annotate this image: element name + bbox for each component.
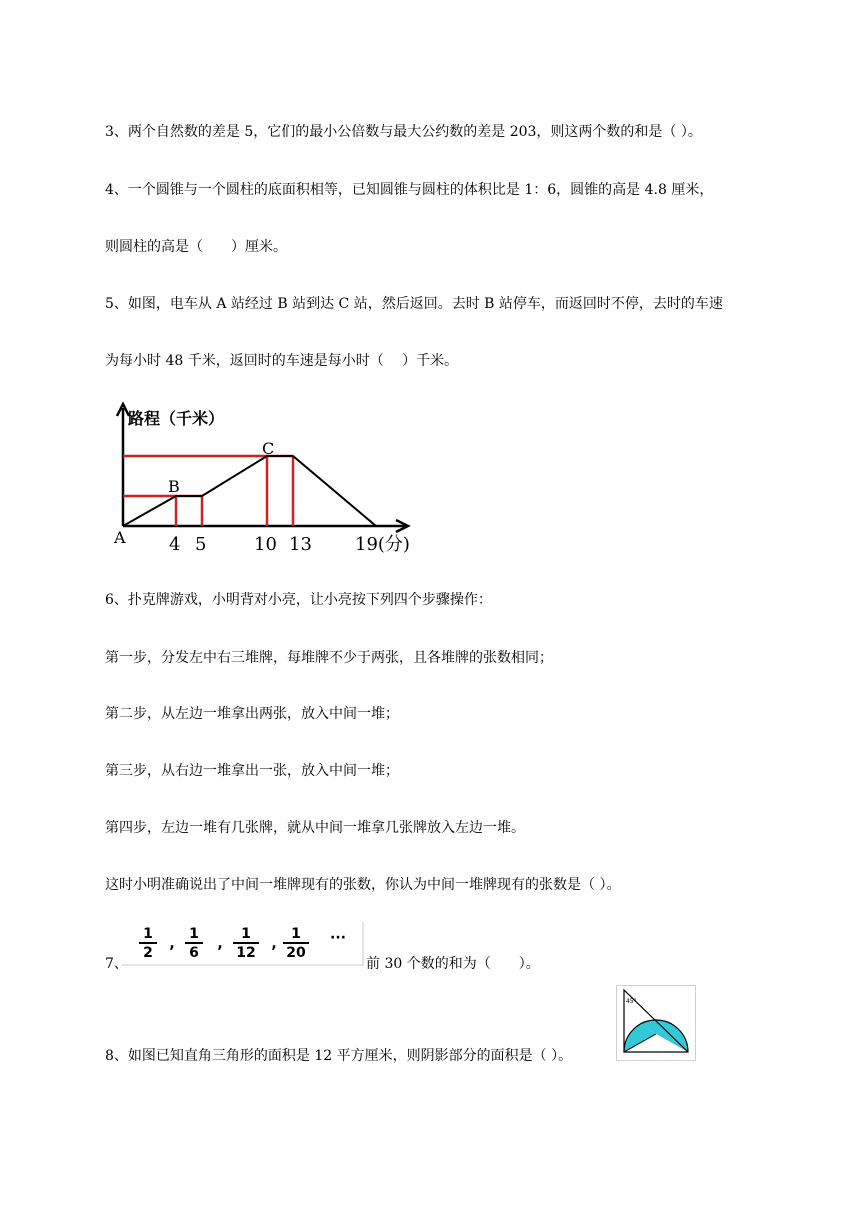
distance-time-graph	[108, 398, 438, 560]
point-a-label: A	[114, 528, 126, 547]
separator-2: ,	[217, 936, 223, 952]
ellipsis: ···	[330, 930, 346, 946]
question-4-line2: 则圆柱的高是（ ）厘米。	[105, 239, 287, 255]
fraction-1-denominator: 2	[143, 945, 153, 961]
fraction-3-numerator: 1	[241, 926, 251, 942]
question-6-step3: 第三步，从右边一堆拿出一张，放入中间一堆；	[105, 763, 399, 779]
x-tick-13: 13	[289, 534, 312, 555]
question-3: 3、两个自然数的差是 5，它们的最小公倍数与最大公约数的差是 203，则这两个数的和是（ ）。	[105, 124, 702, 140]
x-tick-5: 5	[195, 534, 207, 555]
question-6-step1: 第一步，分发左中右三堆牌，每堆牌不少于两张，且各堆牌的张数相同；	[105, 650, 553, 666]
travel-path	[123, 456, 376, 526]
separator-1: ,	[169, 936, 175, 952]
x-tick-19: 19(分)	[355, 534, 410, 555]
point-c-label: C	[262, 439, 275, 458]
question-7-text: 前 30 个数的和为（ ）。	[366, 956, 540, 972]
fraction-4-numerator: 1	[291, 926, 301, 942]
angle-label: 45°	[626, 998, 637, 1005]
question-4-line1: 4、一个圆锥与一个圆柱的底面积相等，已知圆锥与圆柱的体积比是 1：6，圆锥的高是 4.8 厘米，	[105, 182, 714, 198]
question-5-line2: 为每小时 48 千米，返回时的车速是每小时（ ）千米。	[105, 353, 459, 369]
fraction-sequence	[122, 920, 364, 968]
point-b-label: B	[168, 477, 180, 496]
question-6-step4: 第四步，左边一堆有几张牌，就从中间一堆拿几张牌放入左边一堆。	[105, 820, 525, 836]
question-5-line1: 5、如图，电车从 A 站经过 B 站到达 C 站，然后返回。去时 B 站停车，而返回时不停，去时的车速	[105, 296, 723, 312]
fraction-4-denominator: 20	[286, 945, 306, 961]
fraction-1-numerator: 1	[143, 926, 153, 942]
question-6-intro: 6、扑克牌游戏，小明背对小亮，让小亮按下列四个步骤操作：	[105, 592, 492, 608]
question-6-step2: 第二步，从左边一堆拿出两张，放入中间一堆；	[105, 706, 399, 722]
separator-3: ,	[271, 936, 277, 952]
fraction-2-numerator: 1	[189, 926, 199, 942]
x-tick-4: 4	[169, 534, 181, 555]
fraction-2-denominator: 6	[189, 945, 199, 961]
right-triangle-semicircle-figure	[616, 985, 696, 1061]
question-7-number: 7、	[105, 956, 128, 972]
x-tick-10: 10	[254, 534, 277, 555]
red-guides	[123, 456, 293, 526]
fraction-3-denominator: 12	[236, 945, 256, 961]
question-8-text: 8、如图已知直角三角形的面积是 12 平方厘米，则阴影部分的面积是（ ）。	[105, 1048, 573, 1064]
y-axis-label: 路程（千米）	[128, 409, 225, 428]
question-6-question: 这时小明准确说出了中间一堆牌现有的张数，你认为中间一堆牌现有的张数是（ ）。	[105, 877, 621, 893]
